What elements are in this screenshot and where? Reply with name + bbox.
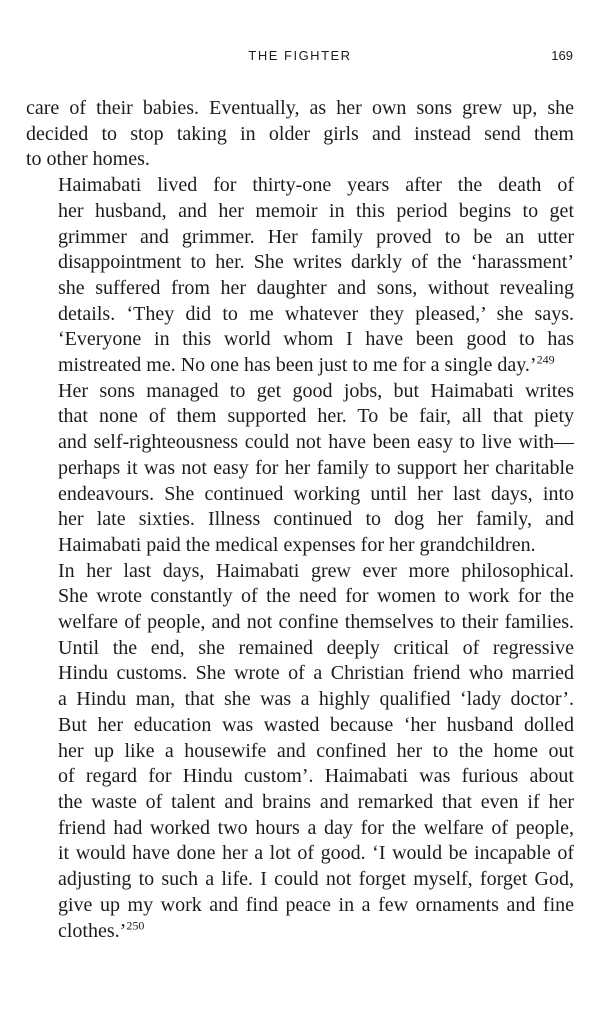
text-line: to other homes. [26, 148, 150, 171]
text-line: a Hindu man, that she was a highly qualified ‘lady doctor’. [58, 688, 574, 711]
text-line-content: mistreated me. No one has been just to me for a single day.’ [58, 354, 537, 377]
text-line: adjusting to such a life. I could not forget myself, forget God, [58, 868, 574, 891]
text-line: her late sixties. Illness continued to dog her family, and [58, 508, 574, 531]
text-line: Until the end, she remained deeply critical of regressive [58, 636, 574, 659]
text-line: Her sons managed to get good jobs, but Haimabati writes [58, 379, 574, 402]
text-line: ‘Everyone in this world whom I have been good to has [58, 328, 574, 351]
footnote-marker[interactable]: 250 [126, 917, 145, 932]
text-line: the waste of talent and brains and remarked that even if her [58, 790, 574, 813]
paragraph-3 [26, 379, 574, 559]
text-line: friend had worked two hours a day for the welfare of people, [58, 816, 574, 839]
text-line: that none of them supported her. To be fair, all that piety [58, 405, 574, 428]
text-line: her husband, and her memoir in this period begins to get [58, 199, 574, 222]
paragraph-1 [26, 96, 574, 173]
text-line: and self-righteousness could not have been easy to live with— [58, 431, 574, 454]
body-text [26, 96, 574, 944]
text-line: care of their babies. Eventually, as her own sons grew up, she [26, 97, 574, 119]
running-title: THE FIGHTER [248, 48, 352, 63]
text-line: endeavours. She continued working until her last days, into [58, 482, 574, 505]
text-line: she suffered from her daughter and sons, without revealing [58, 276, 574, 299]
page-number: 169 [551, 48, 573, 63]
text-line: disappointment to her. She writes darkly of the ‘harassment’ [58, 251, 574, 274]
text-line: grimmer and grimmer. Her family proved to be an utter [58, 225, 574, 248]
text-line [26, 919, 574, 945]
text-line: Haimabati paid the medical expenses for her grandchildren. [58, 533, 536, 556]
text-line: details. ‘They did to me whatever they pleased,’ she says. [58, 302, 574, 325]
text-line-content: clothes.’ [58, 919, 127, 942]
text-line: of regard for Hindu custom’. Haimabati was furious about [58, 765, 574, 788]
text-line: perhaps it was not easy for her family to support her charitable [58, 456, 574, 479]
text-line: give up my work and find peace in a few ornaments and fine [58, 893, 574, 916]
running-header [0, 45, 600, 69]
text-line: her up like a housewife and confined her to the home out [58, 739, 574, 762]
text-line: In her last days, Haimabati grew ever more philosophical. [58, 559, 574, 582]
paragraph-4 [26, 559, 574, 945]
paragraph-2 [26, 173, 574, 379]
text-line [26, 353, 574, 379]
text-line: Haimabati lived for thirty-one years after the death of [58, 174, 574, 197]
text-line: decided to stop taking in older girls and instead send them [26, 122, 574, 145]
text-line: Hindu customs. She wrote of a Christian friend who married [58, 662, 574, 685]
text-line: welfare of people, and not confine themselves to their families. [58, 611, 574, 634]
footnote-marker[interactable]: 249 [536, 352, 555, 367]
text-line: it would have done her a lot of good. ‘I would be incapable of [58, 842, 574, 865]
text-line: She wrote constantly of the need for women to work for the [58, 585, 574, 608]
text-line: But her education was wasted because ‘her husband dolled [58, 713, 574, 736]
